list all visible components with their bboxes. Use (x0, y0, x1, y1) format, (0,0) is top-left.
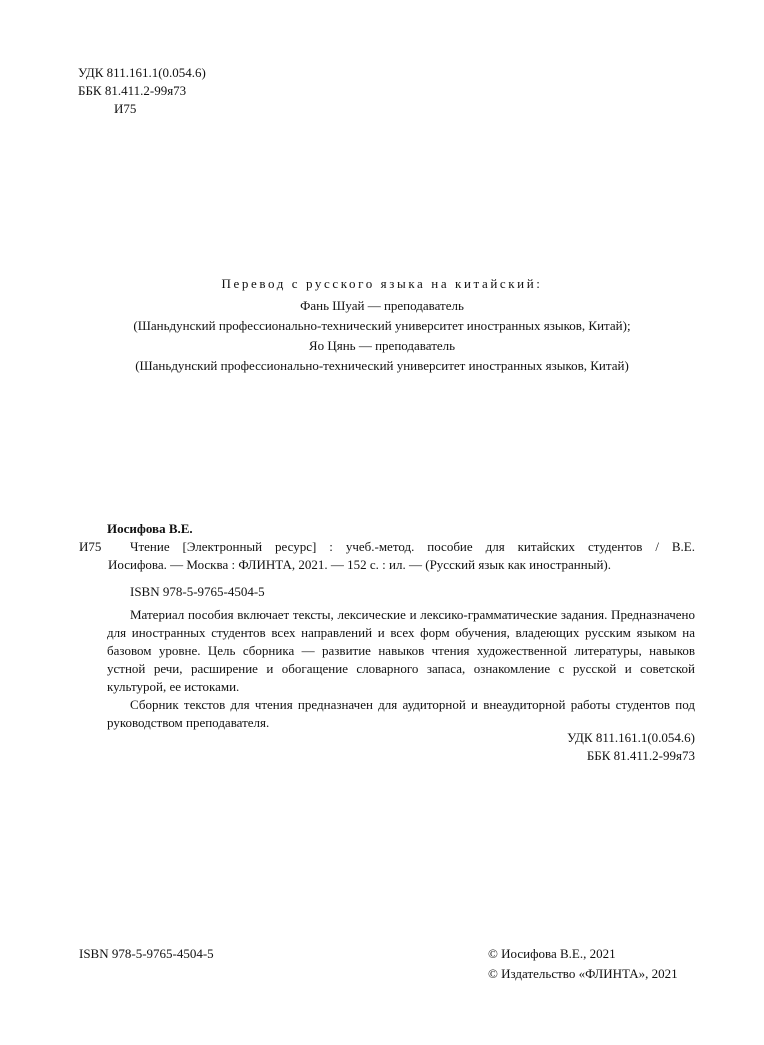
udk-code: УДК 811.161.1(0.054.6) (78, 65, 206, 80)
bibliographic-author: Иосифова В.Е. (107, 521, 193, 536)
translator-1: Фань Шуай — преподаватель (300, 298, 464, 313)
translation-heading: Перевод с русского языка на китайский: (221, 276, 543, 291)
footer-isbn: ISBN 978-5-9765-4504-5 (79, 946, 214, 961)
bibliographic-line-1: Чтение [Электронный ресурс] : учеб.-метод. пособие для китайских студентов / В.Е. (130, 539, 695, 554)
top-classification-codes (78, 64, 206, 118)
abstract-paragraph-1: Материал пособия включает тексты, лексические и лексико-грамматические задания. Предназначено для иностранных студентов всех направлений и всех форм обучения, владеющих русским языком на базовом уровне. Цель сборника — развитие навыков чтения художественной литературы, навыков устной речи, расширение и обогащение словарного запаса, ознакомление с русской и советской культурой, ее истоками. (107, 607, 695, 694)
bibliographic-line-2: Иосифова. — Москва : ФЛИНТА, 2021. — 152 с. : ил. — (Русский язык как иностранный). (108, 557, 611, 572)
translation-credits (0, 275, 764, 377)
bibliographic-code: И75 (79, 539, 102, 554)
abstract-paragraph-2: Сборник текстов для чтения предназначен для аудиторной и внеаудиторной работы студентов под руководством преподавателя. (107, 697, 695, 730)
bibliographic-description (108, 538, 695, 574)
isbn-record: ISBN 978-5-9765-4504-5 (130, 584, 265, 599)
bbk-code-right: ББК 81.411.2-99я73 (586, 748, 695, 763)
udk-code-right: УДК 811.161.1(0.054.6) (567, 730, 695, 745)
copyright-publisher: © Издательство «ФЛИНТА», 2021 (488, 966, 678, 981)
copyright-block (488, 945, 678, 985)
translator-2-affiliation: (Шаньдунский профессионально-технический университет иностранных языков, Китай) (135, 358, 629, 373)
translator-2: Яо Цянь — преподаватель (308, 338, 456, 353)
abstract (107, 606, 695, 732)
bbk-code: ББК 81.411.2-99я73 (78, 83, 187, 98)
author-sign-code: И75 (114, 101, 137, 116)
translator-1-affiliation: (Шаньдунский профессионально-технический университет иностранных языков, Китай); (133, 318, 631, 333)
classification-right (500, 729, 695, 765)
copyright-author: © Иосифова В.Е., 2021 (488, 946, 616, 961)
